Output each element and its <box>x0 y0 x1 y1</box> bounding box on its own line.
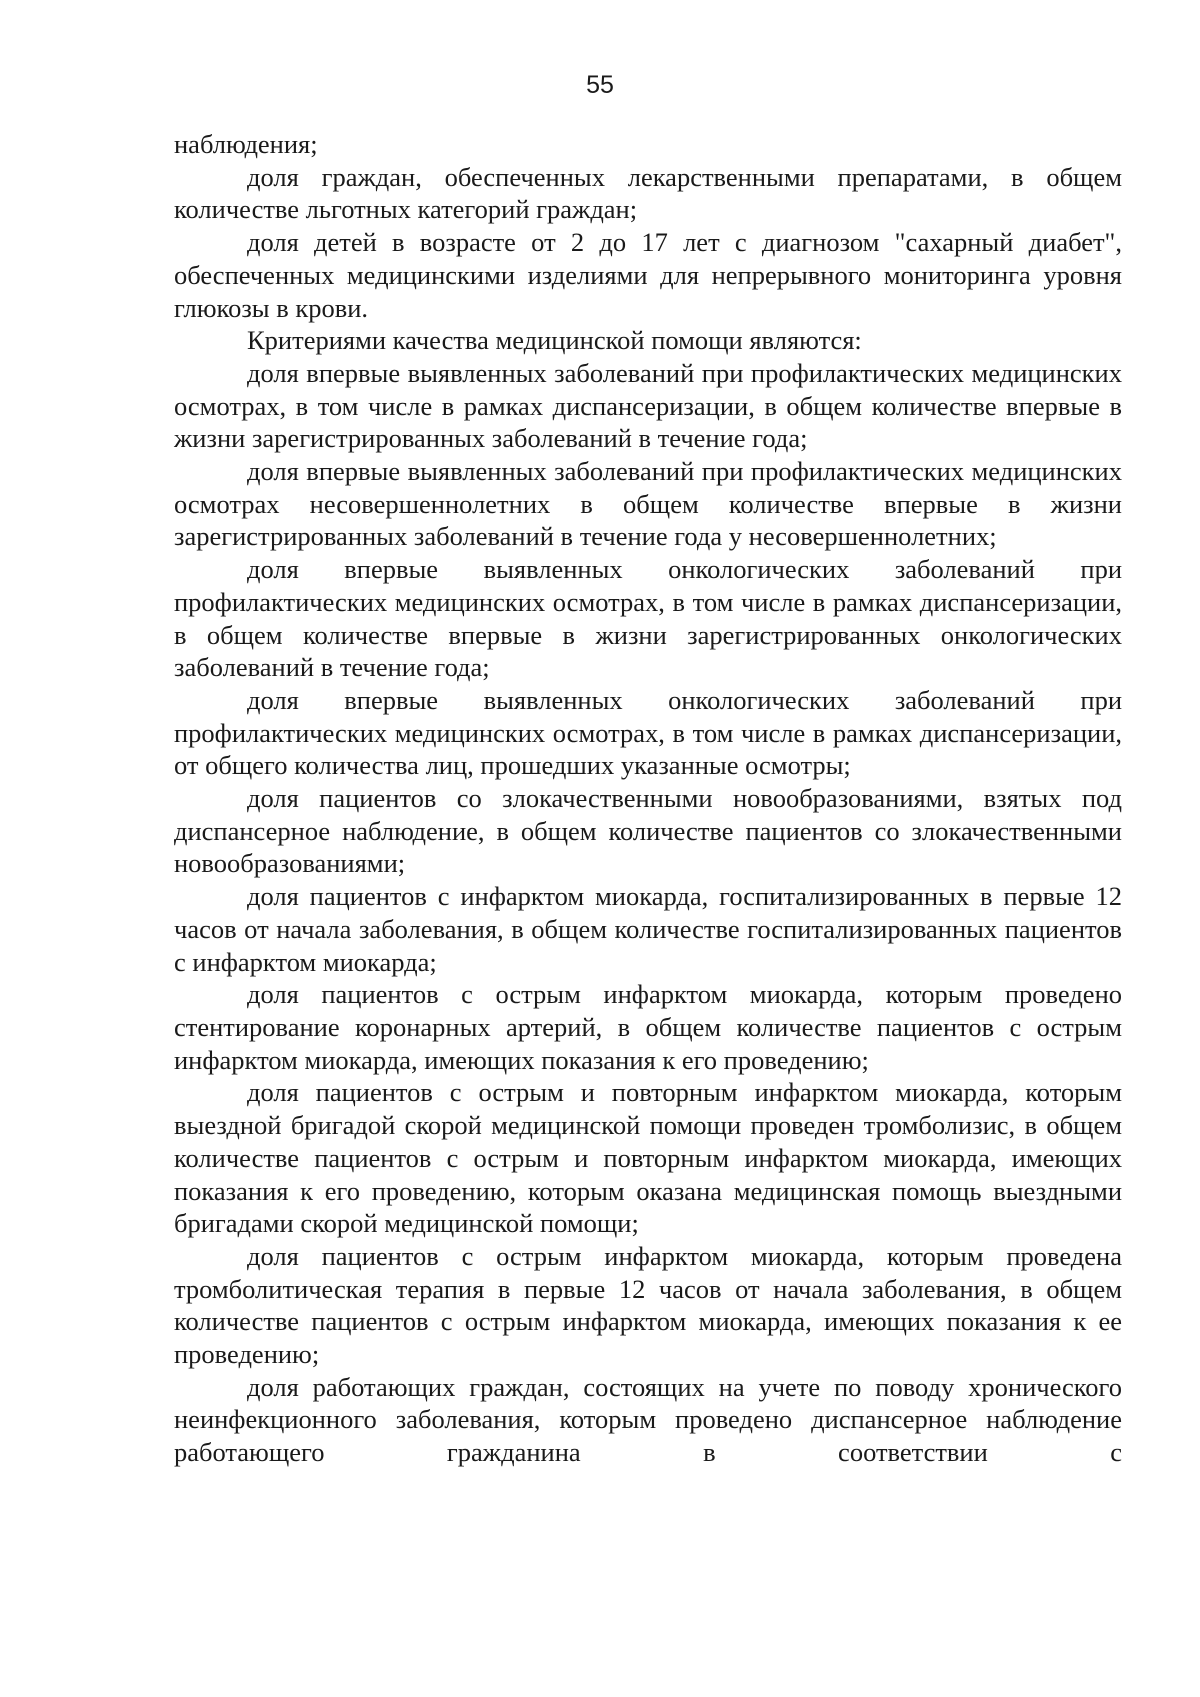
paragraph: доля граждан, обеспеченных лекарственными препаратами, в общем количестве льготных категорий граждан; <box>174 161 1122 225</box>
paragraph: доля пациентов с инфарктом миокарда, госпитализированных в первые 12 часов от начала заболевания, в общем количестве госпитализированных пациентов с инфарктом миокарда; <box>174 881 1122 977</box>
paragraph: доля впервые выявленных онкологических заболеваний при профилактических медицинских осмотрах, в том числе в рамках диспансеризации, от общего количества лиц, прошедших указанные осмотры; <box>174 684 1122 781</box>
page-number: 55 <box>586 71 614 99</box>
paragraph: доля впервые выявленных заболеваний при профилактических медицинских осмотрах, в том числе в рамках диспансеризации, в общем количестве впервые в жизни зарегистрированных заболеваний в течение года; <box>174 357 1122 454</box>
paragraph: доля пациентов с острым и повторным инфарктом миокарда, которым выездной бригадой скорой медицинской помощи проведен тромболизис, в общем количестве пациентов с острым и повторным инфарктом миокарда, имеющих показания к его проведению, которым оказана медицинская помощь выездными бригадами скорой медицинской помощи; <box>174 1077 1122 1239</box>
paragraph: доля работающих граждан, состоящих на учете по поводу хронического неинфекционного заболевания, которым проведено диспансерное наблюдение работающего гражданина в соответствии с <box>174 1371 1122 1468</box>
paragraph: наблюдения; <box>174 129 318 159</box>
paragraph: доля впервые выявленных онкологических заболеваний при профилактических медицинских осмотрах, в том числе в рамках диспансеризации, в общем количестве впервые в жизни зарегистрированных онкологических заболеваний в течение года; <box>174 554 1122 683</box>
document-body <box>174 128 1122 1469</box>
paragraph: доля пациентов с острым инфарктом миокарда, которым проведена тромболитическая терапия в первые 12 часов от начала заболевания, в общем количестве пациентов с острым инфарктом миокарда, имеющих показания к ее проведению; <box>174 1240 1122 1370</box>
paragraph: доля пациентов со злокачественными новообразованиями, взятых под диспансерное наблюдение, в общем количестве пациентов со злокачественными новообразованиями; <box>174 783 1122 879</box>
paragraph: доля впервые выявленных заболеваний при профилактических медицинских осмотрах несовершеннолетних в общем количестве впервые в жизни зарегистрированных заболеваний в течение года у несовершеннолетних; <box>174 456 1122 552</box>
paragraph: доля детей в возрасте от 2 до 17 лет с диагнозом "сахарный диабет", обеспеченных медицинскими изделиями для непрерывного мониторинга уровня глюкозы в крови. <box>174 227 1122 323</box>
paragraph: Критериями качества медицинской помощи являются: <box>247 325 862 356</box>
paragraph: доля пациентов с острым инфарктом миокарда, которым проведено стентирование коронарных артерий, в общем количестве пациентов с острым инфарктом миокарда, имеющих показания к его проведению; <box>174 979 1122 1075</box>
